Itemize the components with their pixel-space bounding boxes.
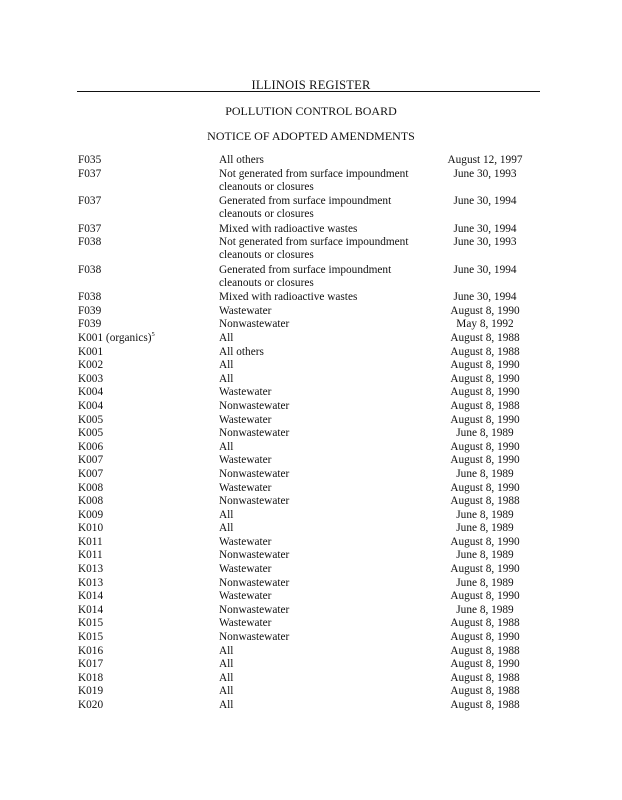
- effective-date: June 8, 1989: [456, 522, 514, 535]
- waste-description: Mixed with radioactive wastes: [219, 222, 358, 235]
- table-row: [0, 645, 622, 659]
- effective-date: August 8, 1988: [450, 617, 520, 630]
- waste-code-text: K014: [78, 603, 104, 616]
- waste-code-text: F037: [78, 222, 102, 235]
- waste-description: All: [219, 699, 234, 711]
- waste-code-text: K016: [78, 644, 104, 657]
- waste-code: [78, 645, 103, 659]
- waste-code-text: K006: [78, 440, 104, 453]
- waste-code: [78, 468, 103, 482]
- waste-code-text: F037: [78, 167, 102, 180]
- waste-description: Nonwastewater: [219, 631, 290, 644]
- effective-date: June 8, 1989: [456, 467, 514, 480]
- waste-code: [78, 441, 103, 455]
- waste-description: Generated from surface impoundment cleanouts or closures: [219, 195, 392, 221]
- waste-description: Nonwastewater: [219, 318, 290, 331]
- table-row: [0, 427, 622, 441]
- waste-code-text: K001: [78, 345, 104, 358]
- register-title: ILLINOIS REGISTER: [251, 78, 371, 92]
- table-row: [0, 549, 622, 563]
- table-row: [0, 536, 622, 550]
- waste-description: All: [219, 508, 234, 521]
- waste-code-table: [0, 154, 622, 713]
- waste-code-text: K011: [78, 549, 103, 562]
- waste-code-text: F038: [78, 263, 102, 276]
- waste-code: [78, 631, 103, 645]
- effective-date: August 8, 1988: [450, 699, 520, 711]
- waste-description: All: [219, 372, 234, 385]
- waste-code-text: K004: [78, 399, 104, 412]
- effective-date: August 8, 1988: [450, 345, 520, 358]
- waste-code: [78, 236, 101, 250]
- waste-code: [78, 168, 101, 182]
- waste-code: [78, 617, 103, 631]
- table-row: [0, 522, 622, 536]
- table-row: [0, 482, 622, 496]
- waste-code: [78, 577, 103, 591]
- waste-description: Wastewater: [219, 590, 272, 603]
- waste-code: [78, 346, 103, 360]
- waste-code: [78, 414, 103, 428]
- notice-title: NOTICE OF ADOPTED AMENDMENTS: [207, 129, 415, 143]
- table-row: [0, 495, 622, 509]
- waste-code-text: F038: [78, 236, 102, 249]
- waste-description: Mixed with radioactive wastes: [219, 291, 358, 304]
- waste-description: All others: [219, 154, 264, 166]
- effective-date: August 8, 1988: [450, 671, 520, 684]
- table-row: [0, 414, 622, 428]
- waste-description: Nonwastewater: [219, 467, 290, 480]
- waste-code-text: K007: [78, 467, 104, 480]
- effective-date: June 8, 1989: [456, 603, 514, 616]
- waste-description: All others: [219, 345, 264, 358]
- waste-code-text: K001 (organics): [78, 331, 152, 344]
- waste-description: Wastewater: [219, 413, 272, 426]
- header-rule: [77, 91, 540, 92]
- waste-description: Nonwastewater: [219, 549, 290, 562]
- waste-code: [78, 658, 103, 672]
- effective-date: June 30, 1994: [453, 291, 517, 304]
- waste-code-text: K015: [78, 617, 104, 630]
- table-row: [0, 658, 622, 672]
- waste-code-text: K007: [78, 454, 104, 467]
- waste-code: [78, 509, 103, 523]
- effective-date: August 8, 1990: [450, 454, 520, 467]
- waste-code: [78, 604, 103, 618]
- effective-date: June 30, 1994: [453, 222, 517, 235]
- waste-code: [78, 563, 103, 577]
- waste-description: Wastewater: [219, 386, 272, 399]
- effective-date: August 8, 1990: [450, 413, 520, 426]
- waste-code: [78, 536, 103, 550]
- waste-description: Nonwastewater: [219, 427, 290, 440]
- effective-date: August 12, 1997: [447, 154, 523, 166]
- waste-code: [78, 699, 103, 713]
- waste-code-text: F035: [78, 154, 102, 166]
- table-row: [0, 617, 622, 631]
- waste-description: Wastewater: [219, 304, 272, 317]
- waste-code-text: K014: [78, 590, 104, 603]
- waste-code: [78, 154, 101, 168]
- waste-code-text: K015: [78, 631, 104, 644]
- waste-code-text: K003: [78, 372, 104, 385]
- table-row: [0, 223, 622, 237]
- table-row: [0, 318, 622, 332]
- waste-description: Generated from surface impoundment cleanouts or closures: [219, 263, 392, 289]
- effective-date: August 8, 1990: [450, 563, 520, 576]
- waste-code-text: K008: [78, 481, 104, 494]
- table-row: [0, 359, 622, 373]
- waste-description: Nonwastewater: [219, 399, 290, 412]
- waste-description: Wastewater: [219, 481, 272, 494]
- effective-date: June 30, 1993: [453, 167, 517, 180]
- table-row: [0, 604, 622, 618]
- waste-code: [78, 332, 155, 346]
- waste-description: Wastewater: [219, 563, 272, 576]
- effective-date: June 8, 1989: [456, 549, 514, 562]
- waste-code-text: K004: [78, 386, 104, 399]
- waste-code-text: K013: [78, 563, 104, 576]
- waste-description: All: [219, 671, 234, 684]
- waste-description: All: [219, 685, 234, 698]
- effective-date: August 8, 1990: [450, 372, 520, 385]
- effective-date: August 8, 1990: [450, 481, 520, 494]
- waste-code: [78, 223, 101, 237]
- table-row: [0, 509, 622, 523]
- table-row: [0, 468, 622, 482]
- waste-code-text: K020: [78, 699, 104, 711]
- waste-description: All: [219, 522, 234, 535]
- waste-code: [78, 522, 103, 536]
- table-row: [0, 332, 622, 346]
- effective-date: August 8, 1990: [450, 590, 520, 603]
- table-row: [0, 305, 622, 319]
- waste-code: [78, 305, 101, 319]
- waste-description: Nonwastewater: [219, 495, 290, 508]
- waste-code: [78, 373, 103, 387]
- table-row: [0, 291, 622, 305]
- waste-description: Nonwastewater: [219, 576, 290, 589]
- waste-code-text: F038: [78, 291, 102, 304]
- table-row: [0, 373, 622, 387]
- waste-code: [78, 685, 103, 699]
- table-row: [0, 154, 622, 168]
- waste-code: [78, 590, 103, 604]
- waste-description: All: [219, 440, 234, 453]
- table-row: [0, 346, 622, 360]
- waste-description: Not generated from surface impoundment cleanouts or closures: [219, 236, 409, 262]
- effective-date: June 30, 1994: [453, 195, 517, 208]
- effective-date: August 8, 1988: [450, 399, 520, 412]
- table-row: [0, 386, 622, 400]
- table-row: [0, 563, 622, 577]
- effective-date: August 8, 1988: [450, 685, 520, 698]
- table-row: [0, 264, 622, 292]
- waste-code: [78, 672, 103, 686]
- footnote-marker: 5: [151, 331, 155, 339]
- waste-description: All: [219, 331, 234, 344]
- effective-date: June 8, 1989: [456, 576, 514, 589]
- waste-code: [78, 427, 103, 441]
- waste-code: [78, 482, 103, 496]
- table-row: [0, 168, 622, 196]
- waste-code: [78, 495, 103, 509]
- waste-code-text: K002: [78, 359, 104, 372]
- waste-code: [78, 386, 103, 400]
- waste-description: Wastewater: [219, 617, 272, 630]
- effective-date: June 30, 1993: [453, 236, 517, 249]
- waste-code-text: K013: [78, 576, 104, 589]
- waste-code-text: K017: [78, 658, 104, 671]
- waste-code-text: F039: [78, 318, 102, 331]
- waste-code-text: K011: [78, 535, 103, 548]
- effective-date: August 8, 1990: [450, 631, 520, 644]
- waste-description: Nonwastewater: [219, 603, 290, 616]
- table-row: [0, 454, 622, 468]
- waste-code: [78, 549, 103, 563]
- effective-date: August 8, 1990: [450, 535, 520, 548]
- waste-description: Wastewater: [219, 454, 272, 467]
- waste-code-text: F037: [78, 195, 102, 208]
- effective-date: August 8, 1990: [450, 658, 520, 671]
- effective-date: August 8, 1988: [450, 644, 520, 657]
- effective-date: June 8, 1989: [456, 508, 514, 521]
- waste-description: Wastewater: [219, 535, 272, 548]
- waste-code-text: F039: [78, 304, 102, 317]
- waste-description: All: [219, 658, 234, 671]
- table-row: [0, 236, 622, 264]
- waste-code-text: K005: [78, 413, 104, 426]
- board-name: POLLUTION CONTROL BOARD: [225, 104, 397, 118]
- table-row: [0, 631, 622, 645]
- effective-date: August 8, 1990: [450, 304, 520, 317]
- waste-code-text: K010: [78, 522, 104, 535]
- waste-code: [78, 195, 101, 209]
- waste-code: [78, 264, 101, 278]
- effective-date: August 8, 1990: [450, 440, 520, 453]
- effective-date: August 8, 1990: [450, 359, 520, 372]
- effective-date: May 8, 1992: [456, 318, 514, 331]
- waste-code: [78, 400, 103, 414]
- waste-description: All: [219, 644, 234, 657]
- effective-date: June 30, 1994: [453, 263, 517, 276]
- waste-code: [78, 359, 103, 373]
- waste-code-text: K019: [78, 685, 104, 698]
- effective-date: August 8, 1988: [450, 495, 520, 508]
- waste-code: [78, 291, 101, 305]
- waste-code-text: K005: [78, 427, 104, 440]
- waste-code-text: K008: [78, 495, 104, 508]
- effective-date: August 8, 1988: [450, 331, 520, 344]
- table-row: [0, 441, 622, 455]
- effective-date: August 8, 1990: [450, 386, 520, 399]
- table-row: [0, 699, 622, 713]
- waste-code: [78, 318, 101, 332]
- table-row: [0, 400, 622, 414]
- table-row: [0, 590, 622, 604]
- waste-code: [78, 454, 103, 468]
- waste-description: All: [219, 359, 234, 372]
- table-row: [0, 672, 622, 686]
- waste-code-text: K009: [78, 508, 104, 521]
- effective-date: June 8, 1989: [456, 427, 514, 440]
- waste-description: Not generated from surface impoundment cleanouts or closures: [219, 167, 409, 193]
- table-row: [0, 195, 622, 223]
- waste-code-text: K018: [78, 671, 104, 684]
- table-row: [0, 685, 622, 699]
- table-row: [0, 577, 622, 591]
